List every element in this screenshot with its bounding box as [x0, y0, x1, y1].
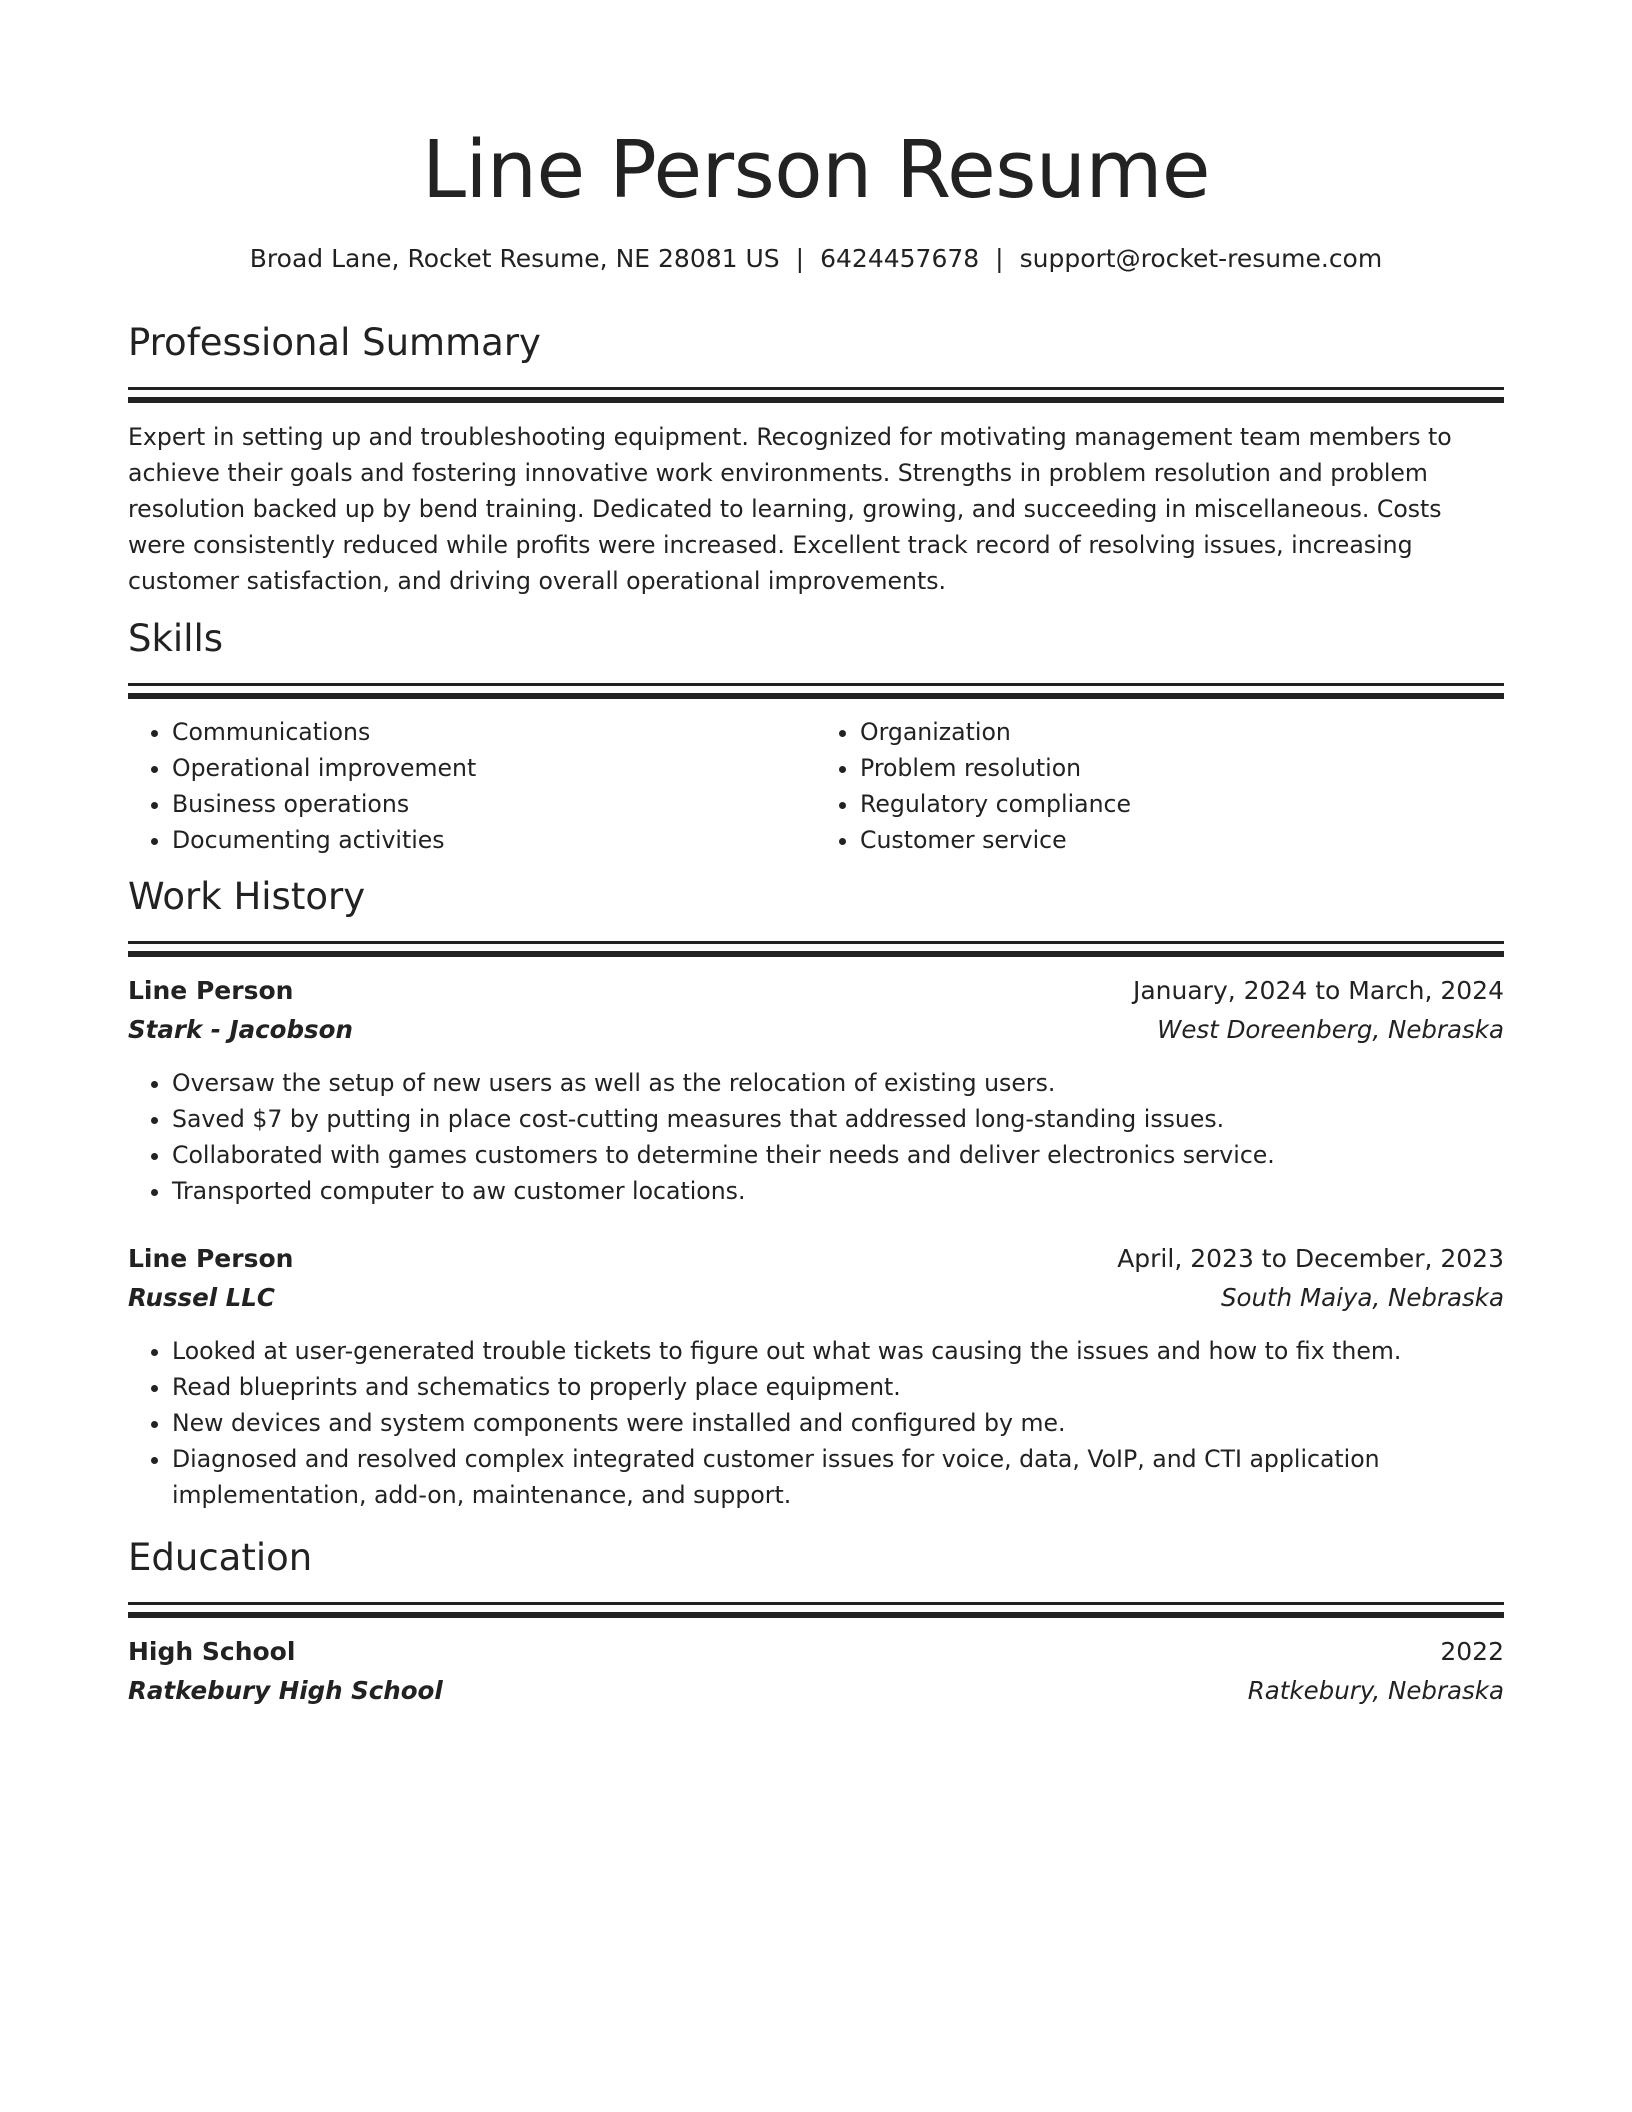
- section-divider-thick: [128, 693, 1504, 699]
- job-title: Line Person: [128, 1244, 294, 1273]
- job-header: [128, 1241, 1504, 1277]
- professional-summary-section: [128, 318, 1504, 599]
- job-title: Line Person: [128, 976, 294, 1005]
- job-bullet: • Oversaw the setup of new users as well as the relocation of existing users.: [172, 1065, 1504, 1101]
- contact-phone: 6424457678: [820, 244, 980, 273]
- education-header: [128, 1634, 1504, 1670]
- job-subheader: [128, 1280, 1504, 1316]
- section-divider-thick: [128, 397, 1504, 403]
- job-header: [128, 973, 1504, 1009]
- contact-line: [128, 242, 1504, 276]
- job-bullet: • Looked at user-generated trouble tickets to figure out what was causing the issues and how to fix them.: [172, 1333, 1504, 1369]
- section-divider-thick: [128, 951, 1504, 957]
- skill-item: • Customer service: [860, 822, 1504, 858]
- education-entry: [128, 1634, 1504, 1709]
- section-divider-thin: [128, 683, 1504, 686]
- section-title-summary: Professional Summary: [128, 321, 541, 364]
- education-section: [128, 1533, 1504, 1709]
- skill-item: • Organization: [860, 714, 1504, 750]
- skill-item: • Communications: [172, 714, 816, 750]
- job-dates: April, 2023 to December, 2023: [1117, 1244, 1504, 1273]
- job-entry: [128, 973, 1504, 1209]
- job-bullet: • Saved $7 by putting in place cost-cutting measures that addressed long-standing issues.: [172, 1101, 1504, 1137]
- summary-text: Expert in setting up and troubleshooting equipment. Recognized for motivating management team members to achieve their goals and fostering innovative work environments. Strengths in problem resolution and problem resolution backed up by bend training. Dedicated to learning, growing, and succeeding in miscellaneous. Costs were consistently reduced while profits were increased. Excellent track record of resolving issues, increasing customer satisfaction, and driving overall operational improvements.: [128, 423, 1452, 595]
- job-dates: January, 2024 to March, 2024: [1132, 976, 1504, 1005]
- contact-address: Broad Lane, Rocket Resume, NE 28081 US: [249, 244, 780, 273]
- resume-name: Line Person Resume: [421, 124, 1211, 216]
- section-title-education: Education: [128, 1536, 313, 1579]
- section-divider-thin: [128, 387, 1504, 390]
- section-divider-thick: [128, 1612, 1504, 1618]
- job-location: South Maiya, Nebraska: [1220, 1283, 1504, 1312]
- section-title-work: Work History: [128, 875, 366, 918]
- skills-section: [128, 614, 1504, 858]
- job-location: West Doreenberg, Nebraska: [1157, 1015, 1504, 1044]
- skills-columns: [128, 714, 1504, 858]
- section-title-skills: Skills: [128, 617, 224, 660]
- job-bullet: • New devices and system components were installed and configured by me.: [172, 1405, 1504, 1441]
- skill-item: • Problem resolution: [860, 750, 1504, 786]
- education-location: Ratkebury, Nebraska: [1247, 1676, 1504, 1705]
- skills-list-left: [128, 714, 816, 858]
- skill-item: • Operational improvement: [172, 750, 816, 786]
- job-company: Stark - Jacobson: [128, 1015, 353, 1044]
- job-bullets: [128, 1333, 1504, 1513]
- job-company: Russel LLC: [128, 1283, 275, 1312]
- job-bullets: [128, 1065, 1504, 1209]
- contact-separator: |: [795, 244, 805, 273]
- job-bullet: • Collaborated with games customers to determine their needs and deliver electronics service.: [172, 1137, 1504, 1173]
- job-entry: [128, 1241, 1504, 1513]
- job-bullet: • Read blueprints and schematics to properly place equipment.: [172, 1369, 1504, 1405]
- contact-email: support@rocket-resume.com: [1019, 244, 1383, 273]
- education-degree: High School: [128, 1637, 296, 1666]
- skill-item: • Documenting activities: [172, 822, 816, 858]
- skills-list-right: [816, 714, 1504, 858]
- education-year: 2022: [1440, 1637, 1504, 1666]
- work-history-section: [128, 872, 1504, 1513]
- skill-item: • Regulatory compliance: [860, 786, 1504, 822]
- contact-separator: |: [995, 244, 1004, 273]
- section-divider-thin: [128, 1602, 1504, 1605]
- job-subheader: [128, 1012, 1504, 1048]
- education-subheader: [128, 1673, 1504, 1709]
- job-bullet: • Transported computer to aw customer locations.: [172, 1173, 1504, 1209]
- section-divider-thin: [128, 941, 1504, 944]
- skill-item: • Business operations: [172, 786, 816, 822]
- education-school: Ratkebury High School: [128, 1676, 443, 1705]
- resume-header: [128, 0, 1504, 276]
- job-bullet: • Diagnosed and resolved complex integrated customer issues for voice, data, VoIP, and CTI application implementation, add-on, maintenance, and support.: [172, 1441, 1504, 1513]
